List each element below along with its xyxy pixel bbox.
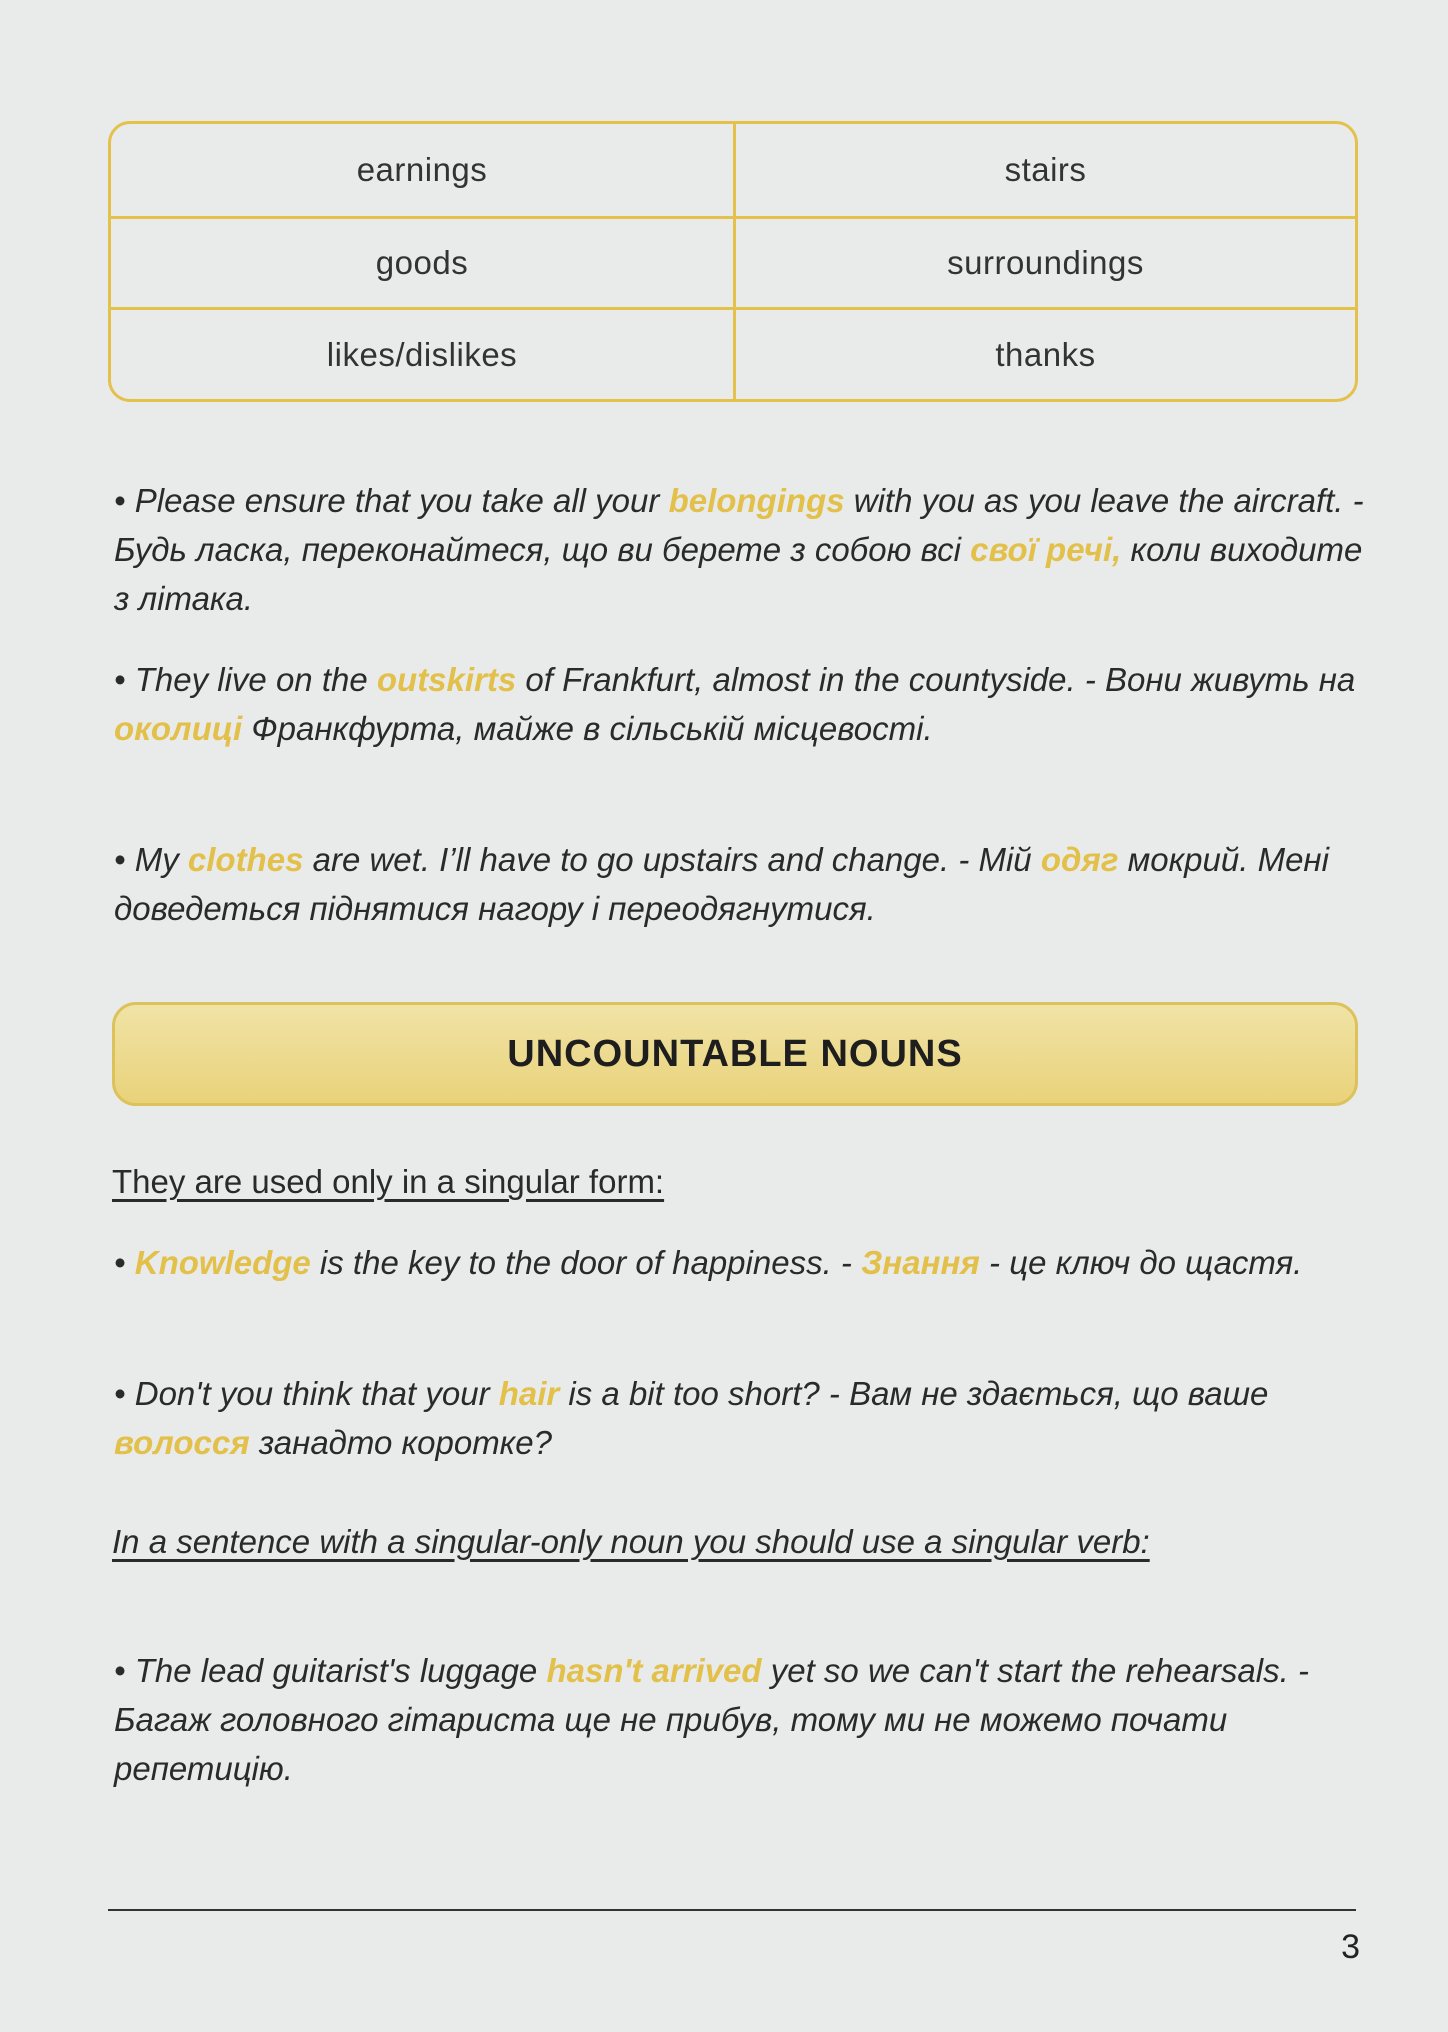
highlight-term: свої речі, — [970, 531, 1122, 568]
example-text: - це ключ до щастя. — [979, 1244, 1303, 1281]
example-text — [126, 1244, 135, 1281]
highlight-term: волосся — [114, 1424, 250, 1461]
page-number: 3 — [1341, 1928, 1360, 1966]
highlight-term: hasn't arrived — [546, 1652, 762, 1689]
singular-verb-note: In a sentence with a singular-only noun you should use a singular verb: — [112, 1523, 1150, 1560]
bullet: • — [114, 661, 126, 698]
example-luggage — [114, 1646, 1384, 1793]
table-cell: stairs — [733, 124, 1355, 216]
highlight-term: одяг — [1040, 841, 1119, 878]
example-hair — [114, 1369, 1384, 1467]
example-belongings — [114, 476, 1384, 623]
highlight-term: Знання — [861, 1244, 980, 1281]
table-cell: thanks — [733, 310, 1355, 399]
bullet: • — [114, 1244, 126, 1281]
example-text: The lead guitarist's luggage — [125, 1652, 547, 1689]
highlight-term: околиці — [114, 710, 243, 747]
plural-nouns-table — [108, 121, 1358, 402]
footer-divider — [108, 1909, 1356, 1911]
bullet: • — [114, 841, 126, 878]
example-text: is a bit too short? - Вам не здається, що ваше — [559, 1375, 1269, 1412]
highlight-term: outskirts — [376, 661, 517, 698]
example-text: is the key to the door of happiness. - — [310, 1244, 862, 1281]
singular-form-note: They are used only in a singular form: — [112, 1163, 665, 1200]
example-clothes — [114, 835, 1404, 933]
bullet: • — [114, 1375, 126, 1412]
table-row — [111, 307, 1355, 399]
example-text: мокрий. Мені доведеться піднятися нагору і переодягнутися. — [114, 841, 1329, 927]
table-row — [111, 216, 1355, 308]
table-cell: surroundings — [733, 219, 1355, 308]
section-title: UNCOUNTABLE NOUNS — [507, 1032, 963, 1075]
example-outskirts — [114, 655, 1384, 753]
example-text: Please ensure that you take all your — [125, 482, 669, 519]
example-text: Don't you think that your — [125, 1375, 499, 1412]
example-text: of Frankfurt, almost in the countyside. - Вони живуть на — [516, 661, 1356, 698]
example-text: My — [125, 841, 188, 878]
example-text: yet so we can't start the rehearsals. - Багаж головного гітариста ще не прибув, тому ми не можемо почати репетицію. — [114, 1652, 1309, 1787]
bullet: • — [114, 482, 126, 519]
highlight-term: Knowledge — [134, 1244, 311, 1281]
example-knowledge — [114, 1238, 1384, 1287]
table-row — [111, 124, 1355, 216]
example-text: They live on the — [125, 661, 377, 698]
example-text: with you as you leave the aircraft. - Будь ласка, переконайтеся, що ви берете з собою всі — [114, 482, 1364, 568]
highlight-term: hair — [498, 1375, 560, 1412]
highlight-term: belongings — [668, 482, 845, 519]
example-text: коли виходите з літака. — [114, 531, 1363, 617]
bullet: • — [114, 1652, 126, 1689]
example-text: занадто коротке? — [249, 1424, 552, 1461]
highlight-term: clothes — [187, 841, 304, 878]
example-text: Франкфурта, майже в сільській місцевості. — [242, 710, 933, 747]
section-header-band — [112, 1002, 1358, 1106]
table-cell: goods — [375, 243, 469, 281]
table-cell: earnings — [356, 150, 488, 188]
example-text: are wet. I’ll have to go upstairs and change. - Мій — [303, 841, 1041, 878]
table-cell: likes/dislikes — [326, 335, 518, 373]
